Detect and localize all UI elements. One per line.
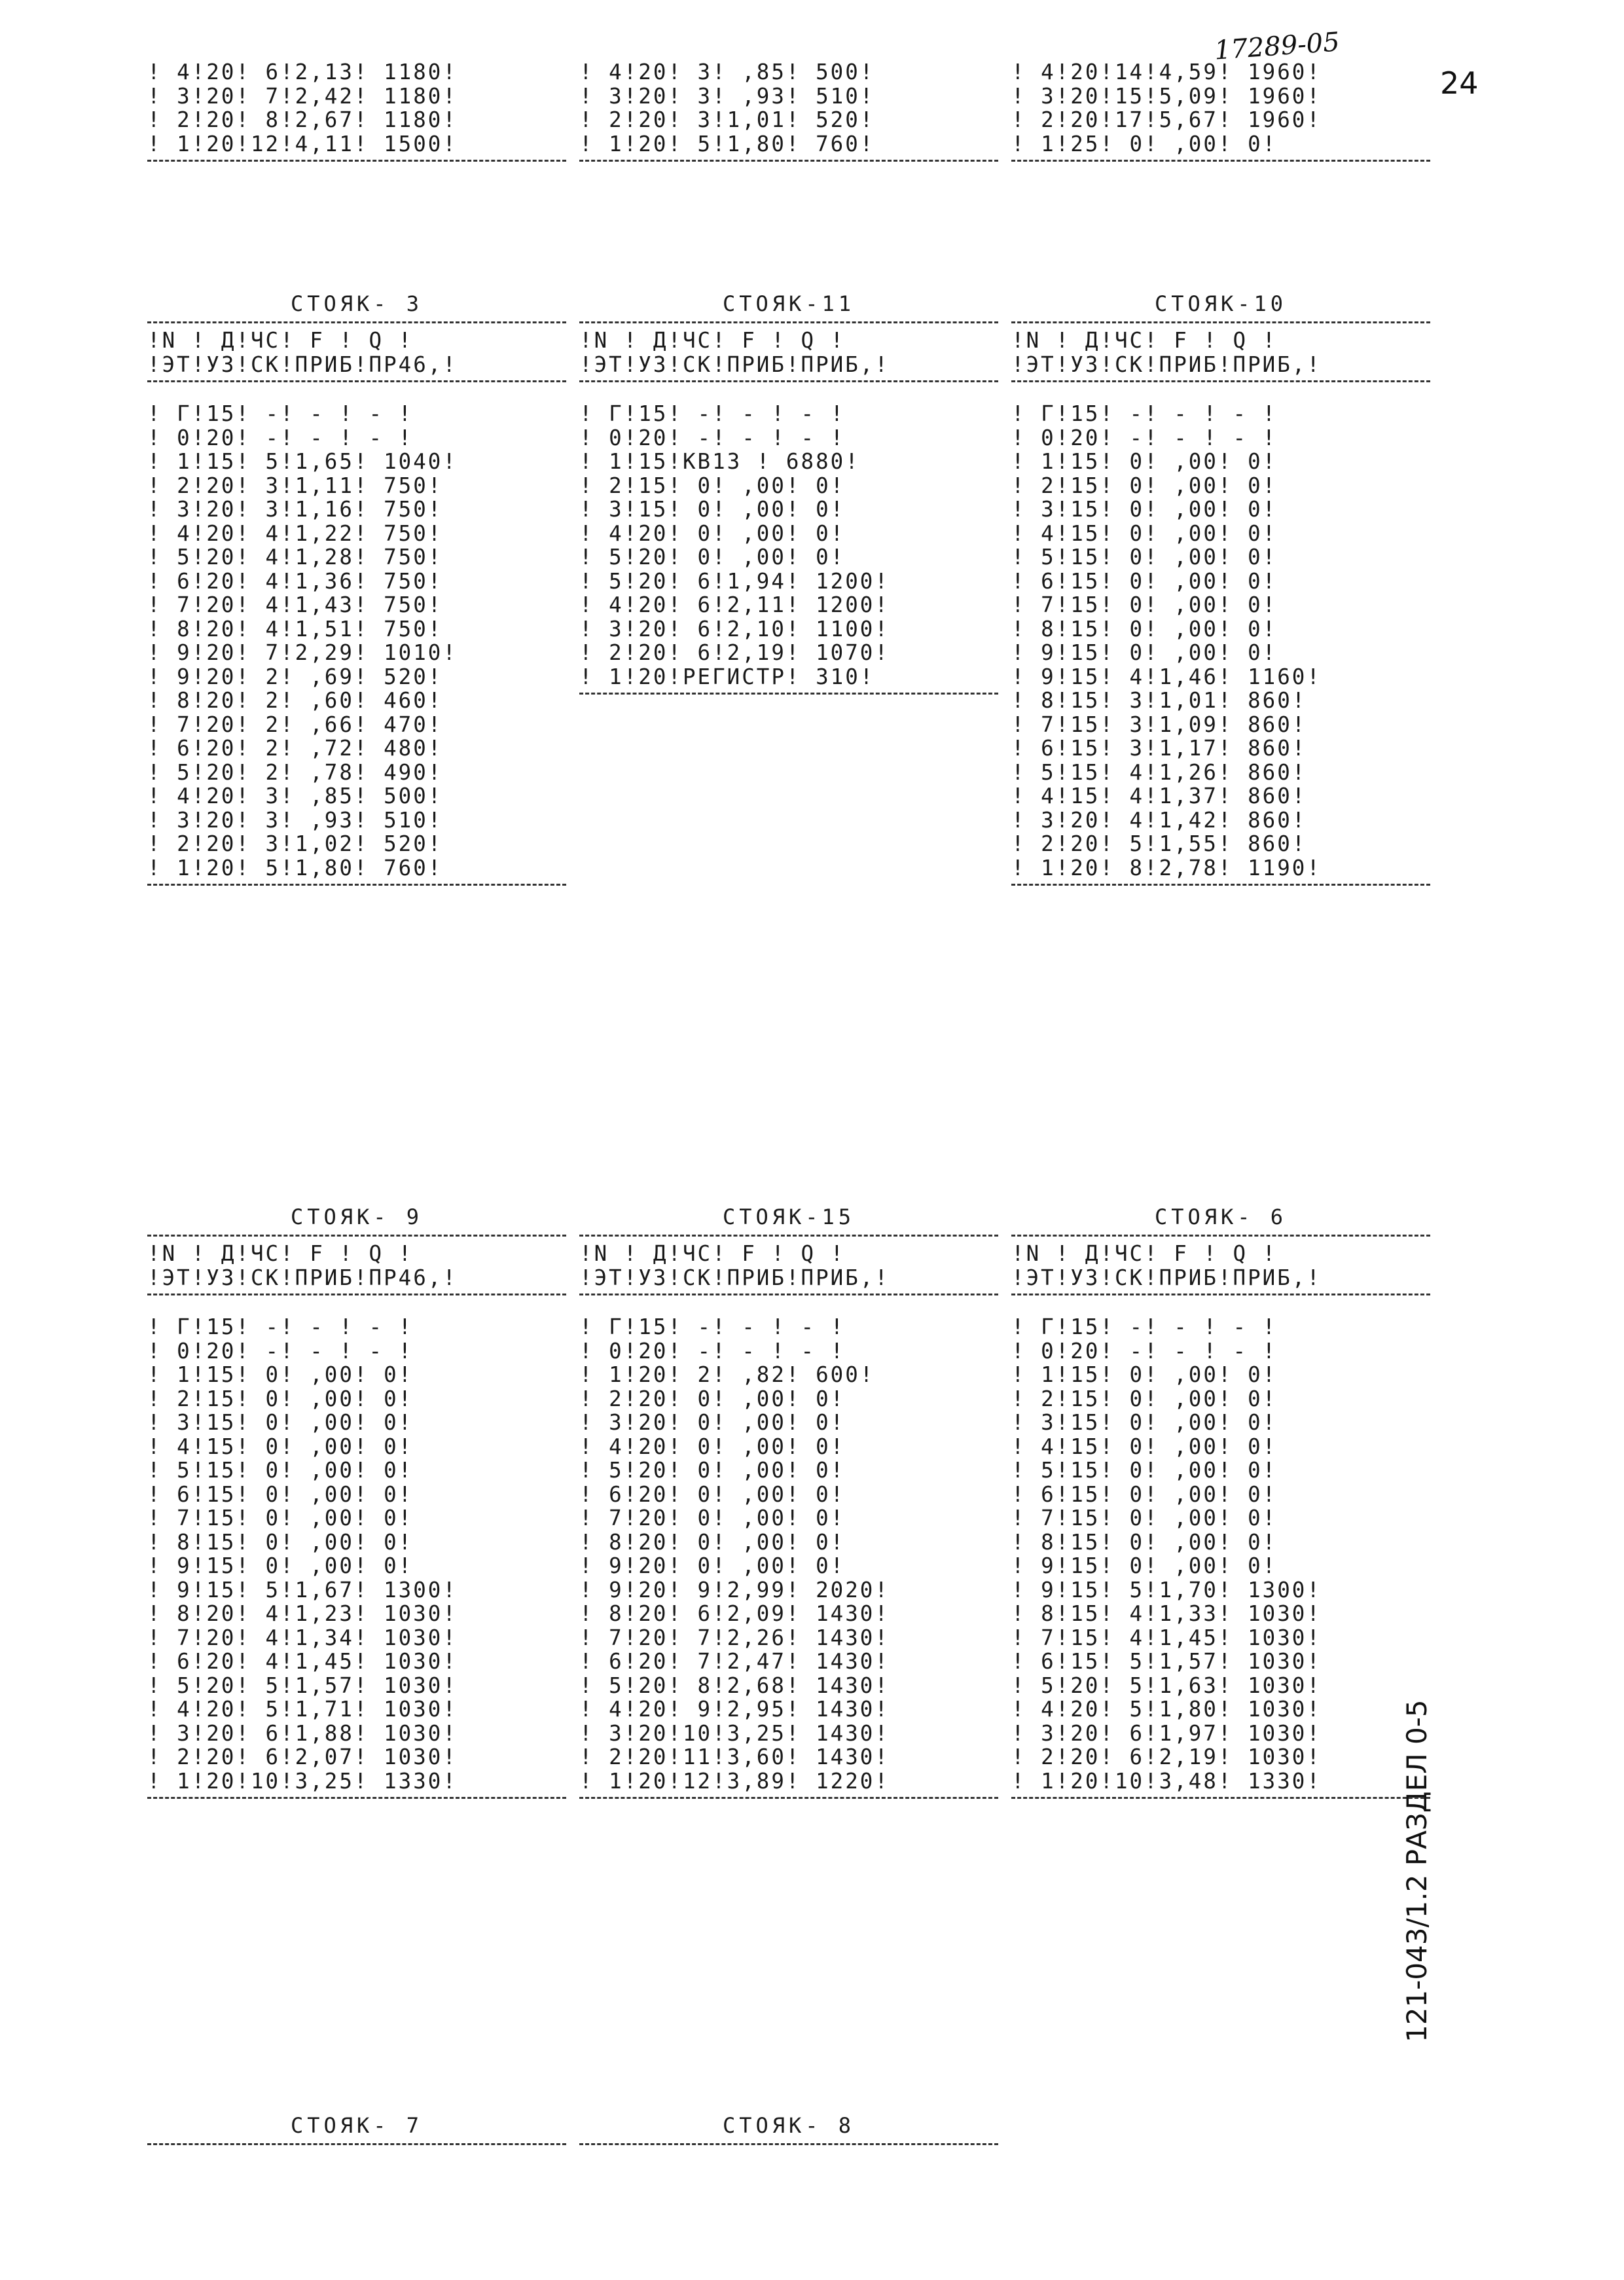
table-header: !N ! Д!ЧС! F ! Q ! (579, 1241, 846, 1266)
table-rule (579, 321, 998, 325)
table-row: ! 5!20! 0! ,00! 0! (579, 1458, 846, 1483)
table-row: ! 3!20! 6!2,10! 1100! (579, 616, 890, 642)
handwritten-page-number: 24 (1440, 65, 1479, 101)
riser-table (579, 291, 998, 700)
riser-title: СТОЯК- 7 (290, 2113, 424, 2138)
table-row: ! 9!15! 0! ,00! 0! (147, 1553, 414, 1578)
table-row: ! 5!15! 4!1,26! 860! (1011, 759, 1307, 785)
table-row: ! 5!20! 8!2,68! 1430! (579, 1673, 890, 1698)
table-row: ! 2!20! 3!1,11! 750! (147, 473, 443, 498)
riser-table (579, 1204, 998, 1804)
table-row: ! 4!20! 0! ,00! 0! (579, 520, 846, 546)
table-rule (579, 380, 998, 384)
table-row: ! 2!15! 0! ,00! 0! (147, 1386, 414, 1411)
table-row: ! 7!20! 7!2,26! 1430! (579, 1625, 890, 1650)
riser-table (147, 291, 566, 891)
table-header: !ЭТ!УЗ!СК!ПРИБ!ПРИБ,! (579, 1265, 890, 1290)
table-row: ! 1!15! 5!1,65! 1040! (147, 449, 458, 474)
table-row: ! 4!20! 6!2,11! 1200! (579, 592, 890, 617)
table-row: ! 5!20! 0! ,00! 0! (579, 545, 846, 570)
table-row: ! 8!15! 4!1,33! 1030! (1011, 1601, 1322, 1626)
table-row: ! 8!20! 4!1,51! 750! (147, 616, 443, 642)
riser-title: СТОЯК-10 (1154, 291, 1288, 316)
table-row: ! 4!20! 4!1,22! 750! (147, 520, 443, 546)
table-row: ! 3!20! 0! ,00! 0! (579, 1410, 846, 1435)
table-row: ! 9!20! 7!2,29! 1010! (147, 640, 458, 665)
riser-table (147, 2113, 566, 2150)
table-row: ! 1!20!12!3,89! 1220! (579, 1768, 890, 1794)
table-row: ! 2!20! 8!2,67! 1180! (147, 107, 458, 132)
table-row: ! 6!15! 0! ,00! 0! (1011, 1481, 1278, 1507)
table-row: ! 1!20!10!3,48! 1330! (1011, 1768, 1322, 1794)
table-row: ! 8!15! 0! ,00! 0! (1011, 1529, 1278, 1555)
table-row: ! 7!15! 0! ,00! 0! (1011, 592, 1278, 617)
table-row: ! 6!20! 4!1,36! 750! (147, 568, 443, 594)
table-header: !ЭТ!УЗ!СК!ПРИБ!ПРИБ,! (1011, 1265, 1322, 1290)
table-row: ! 4!20! 5!1,80! 1030! (1011, 1697, 1322, 1722)
table-row: ! 0!20! -! - ! - ! (147, 1338, 414, 1364)
table-header: !ЭТ!УЗ!СК!ПРИБ!ПР46,! (147, 352, 458, 377)
table-row: ! 6!20! 0! ,00! 0! (579, 1481, 846, 1507)
riser-table (1011, 291, 1430, 891)
table-row: ! 4!20! 0! ,00! 0! (579, 1434, 846, 1459)
table-row: ! 7!20! 2! ,66! 470! (147, 712, 443, 737)
table-row: ! 3!15! 0! ,00! 0! (1011, 1410, 1278, 1435)
table-header: !N ! Д!ЧС! F ! Q ! (147, 328, 414, 353)
table-row: ! Г!15! -! - ! - ! (1011, 401, 1278, 426)
table-row: ! Г!15! -! - ! - ! (579, 1314, 846, 1339)
table-row: ! 5!15! 0! ,00! 0! (147, 1458, 414, 1483)
table-row: ! 5!15! 0! ,00! 0! (1011, 545, 1278, 570)
table-row: ! 3!20! 3!1,16! 750! (147, 497, 443, 522)
table-row: ! 7!20! 4!1,43! 750! (147, 592, 443, 617)
table-row: ! 0!20! -! - ! - ! (1011, 1338, 1278, 1364)
table-row: ! Г!15! -! - ! - ! (1011, 1314, 1278, 1339)
table-row: ! 5!20! 4!1,28! 750! (147, 545, 443, 570)
table-row: ! 8!20! 4!1,23! 1030! (147, 1601, 458, 1626)
table-row: ! 6!20! 4!1,45! 1030! (147, 1649, 458, 1674)
table-row: ! 3!15! 0! ,00! 0! (1011, 497, 1278, 522)
table-rule (1011, 1235, 1430, 1238)
table-header: !ЭТ!УЗ!СК!ПРИБ!ПР46,! (147, 1265, 458, 1290)
table-row: ! 6!15! 3!1,17! 860! (1011, 736, 1307, 761)
table-row: ! 1!15! 0! ,00! 0! (147, 1362, 414, 1387)
table-row: ! 8!15! 3!1,01! 860! (1011, 688, 1307, 713)
table-row: ! 9!20! 9!2,99! 2020! (579, 1577, 890, 1602)
table-row: ! 9!15! 5!1,70! 1300! (1011, 1577, 1322, 1602)
table-row: ! 1!15! 0! ,00! 0! (1011, 1362, 1278, 1387)
table-rule (147, 1235, 566, 1238)
table-header: !N ! Д!ЧС! F ! Q ! (1011, 1241, 1278, 1266)
table-row: ! 3!15! 0! ,00! 0! (579, 497, 846, 522)
table-row: ! 1!25! 0! ,00! 0! (1011, 131, 1278, 156)
table-row: ! 7!15! 4!1,45! 1030! (1011, 1625, 1322, 1650)
table-rule (147, 2143, 566, 2146)
top-col-2 (579, 60, 998, 167)
table-row: ! 4!15! 0! ,00! 0! (1011, 1434, 1278, 1459)
table-row: ! 8!15! 0! ,00! 0! (147, 1529, 414, 1555)
table-row: ! 9!15! 0! ,00! 0! (1011, 1553, 1278, 1578)
table-row: ! 1!20!РЕГИСТР! 310! (579, 664, 875, 689)
table-row: ! 5!20! 2! ,78! 490! (147, 759, 443, 785)
table-rule (147, 321, 566, 325)
table-rule (147, 1797, 566, 1800)
table-row: ! 6!15! 0! ,00! 0! (147, 1481, 414, 1507)
table-rule (579, 1235, 998, 1238)
table-rule (1011, 1294, 1430, 1297)
table-rule (579, 2143, 998, 2146)
table-row: ! 4!15! 0! ,00! 0! (147, 1434, 414, 1459)
table-row: ! 2!20! 3!1,01! 520! (579, 107, 875, 132)
table-row: ! 1!20! 5!1,80! 760! (147, 855, 443, 880)
table-header: !N ! Д!ЧС! F ! Q ! (1011, 328, 1278, 353)
table-row: ! 2!20! 3!1,02! 520! (147, 831, 443, 856)
table-row: ! 6!20! 7!2,47! 1430! (579, 1649, 890, 1674)
table-row: ! 4!20! 3! ,85! 500! (579, 60, 875, 84)
table-row: ! 2!20!17!5,67! 1960! (1011, 107, 1322, 132)
table-row: ! 7!15! 0! ,00! 0! (147, 1506, 414, 1530)
table-row: ! 3!20! 7!2,42! 1180! (147, 83, 458, 109)
table-row: ! 1!20!10!3,25! 1330! (147, 1768, 458, 1794)
riser-title: СТОЯК-15 (722, 1204, 856, 1229)
table-row: ! 0!20! -! - ! - ! (579, 1338, 846, 1364)
table-row: ! 2!20! 0! ,00! 0! (579, 1386, 846, 1411)
table-header: !ЭТ!УЗ!СК!ПРИБ!ПРИБ,! (579, 352, 890, 377)
table-row: ! 2!20! 5!1,55! 860! (1011, 831, 1307, 856)
table-row: ! 7!20! 0! ,00! 0! (579, 1506, 846, 1530)
table-row: ! 3!20! 3! ,93! 510! (579, 83, 875, 109)
side-section-label: 121-043/1.2 РАЗДЕЛ 0-5 (1401, 1699, 1433, 2042)
table-row: ! 9!15! 0! ,00! 0! (1011, 640, 1278, 665)
table-rule (579, 1294, 998, 1297)
table-row: ! 2!20! 6!2,19! 1030! (1011, 1745, 1322, 1769)
table-row: ! 4!15! 0! ,00! 0! (1011, 520, 1278, 546)
table-row: ! 2!15! 0! ,00! 0! (1011, 473, 1278, 498)
table-row: ! Г!15! -! - ! - ! (579, 401, 846, 426)
handwritten-doc-number: 17289-05 (1213, 27, 1341, 66)
table-row: ! 5!20! 5!1,57! 1030! (147, 1673, 458, 1698)
table-rule (147, 160, 566, 163)
table-header: !N ! Д!ЧС! F ! Q ! (147, 1241, 414, 1266)
table-row: ! 8!20! 0! ,00! 0! (579, 1529, 846, 1555)
table-row: ! 1!20! 2! ,82! 600! (579, 1362, 875, 1387)
riser-table (147, 1204, 566, 1804)
table-row: ! 1!20! 8!2,78! 1190! (1011, 855, 1322, 880)
riser-title: СТОЯК- 9 (290, 1204, 424, 1229)
table-row: ! 0!20! -! - ! - ! (147, 425, 414, 450)
table-row: ! 3!20! 6!1,97! 1030! (1011, 1720, 1322, 1746)
riser-table (1011, 1204, 1430, 1804)
table-rule (579, 693, 998, 696)
table-row: ! 3!20! 4!1,42! 860! (1011, 807, 1307, 833)
riser-table (579, 2113, 998, 2150)
table-row: ! 4!20! 3! ,85! 500! (147, 784, 443, 808)
table-row: ! 8!15! 0! ,00! 0! (1011, 616, 1278, 642)
table-rule (1011, 380, 1430, 384)
table-rule (1011, 160, 1430, 163)
table-row: ! 4!20! 6!2,13! 1180! (147, 60, 458, 84)
riser-title: СТОЯК- 6 (1154, 1204, 1288, 1229)
table-row: ! 4!15! 4!1,37! 860! (1011, 784, 1307, 808)
table-row: ! 3!15! 0! ,00! 0! (147, 1410, 414, 1435)
table-row: ! 3!20! 6!1,88! 1030! (147, 1720, 458, 1746)
table-row: ! 8!20! 6!2,09! 1430! (579, 1601, 890, 1626)
table-row: ! 2!15! 0! ,00! 0! (579, 473, 846, 498)
table-row: ! 6!20! 2! ,72! 480! (147, 736, 443, 761)
table-row: ! 7!15! 0! ,00! 0! (1011, 1506, 1278, 1530)
table-row: ! Г!15! -! - ! - ! (147, 401, 414, 426)
table-row: ! 7!20! 4!1,34! 1030! (147, 1625, 458, 1650)
table-row: ! 7!15! 3!1,09! 860! (1011, 712, 1307, 737)
table-row: ! 0!20! -! - ! - ! (1011, 425, 1278, 450)
table-row: ! Г!15! -! - ! - ! (147, 1314, 414, 1339)
table-rule (147, 884, 566, 887)
table-row: ! 9!15! 4!1,46! 1160! (1011, 664, 1322, 689)
table-row: ! 3!20!10!3,25! 1430! (579, 1720, 890, 1746)
riser-title: СТОЯК-11 (722, 291, 856, 316)
table-rule (147, 1294, 566, 1297)
table-rule (579, 160, 998, 163)
table-row: ! 4!20! 9!2,95! 1430! (579, 1697, 890, 1722)
riser-title: СТОЯК- 8 (722, 2113, 856, 2138)
table-row: ! 9!15! 5!1,67! 1300! (147, 1577, 458, 1602)
table-row: ! 4!20!14!4,59! 1960! (1011, 60, 1322, 84)
table-row: ! 9!20! 2! ,69! 520! (147, 664, 443, 689)
table-row: ! 2!20! 6!2,07! 1030! (147, 1745, 458, 1769)
table-row: ! 8!20! 2! ,60! 460! (147, 688, 443, 713)
table-row: ! 0!20! -! - ! - ! (579, 425, 846, 450)
table-rule (1011, 884, 1430, 887)
table-rule (579, 1797, 998, 1800)
table-row: ! 1!20!12!4,11! 1500! (147, 131, 458, 156)
table-row: ! 5!15! 0! ,00! 0! (1011, 1458, 1278, 1483)
table-row: ! 2!15! 0! ,00! 0! (1011, 1386, 1278, 1411)
top-col-3 (1011, 60, 1430, 167)
table-row: ! 2!20! 6!2,19! 1070! (579, 640, 890, 665)
table-row: ! 1!15! 0! ,00! 0! (1011, 449, 1278, 474)
top-col-1 (147, 60, 566, 167)
table-row: ! 3!20! 3! ,93! 510! (147, 807, 443, 833)
table-row: ! 6!15! 0! ,00! 0! (1011, 568, 1278, 594)
table-row: ! 9!20! 0! ,00! 0! (579, 1553, 846, 1578)
table-row: ! 1!15!КВ13 ! 6880! (579, 449, 860, 474)
table-row: ! 3!20!15!5,09! 1960! (1011, 83, 1322, 109)
table-rule (1011, 321, 1430, 325)
table-rule (1011, 1797, 1430, 1800)
table-header: !N ! Д!ЧС! F ! Q ! (579, 328, 846, 353)
table-row: ! 1!20! 5!1,80! 760! (579, 131, 875, 156)
table-row: ! 4!20! 5!1,71! 1030! (147, 1697, 458, 1722)
table-header: !ЭТ!УЗ!СК!ПРИБ!ПРИБ,! (1011, 352, 1322, 377)
table-row: ! 2!20!11!3,60! 1430! (579, 1745, 890, 1769)
table-row: ! 5!20! 6!1,94! 1200! (579, 568, 890, 594)
table-rule (147, 380, 566, 384)
table-row: ! 6!15! 5!1,57! 1030! (1011, 1649, 1322, 1674)
riser-title: СТОЯК- 3 (290, 291, 424, 316)
table-row: ! 5!20! 5!1,63! 1030! (1011, 1673, 1322, 1698)
